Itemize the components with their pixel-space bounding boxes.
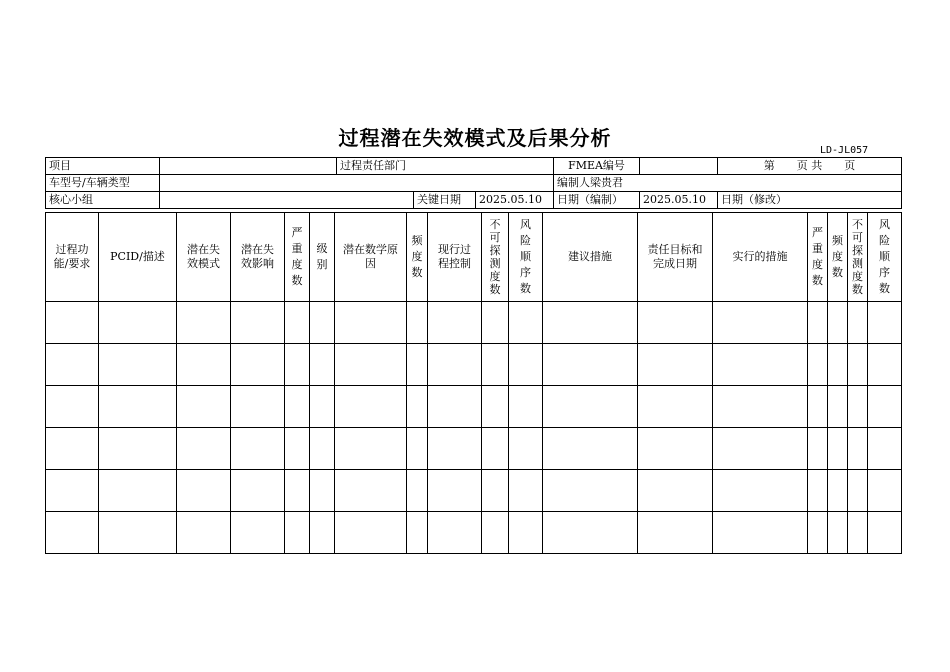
- fmea-number-value[interactable]: [640, 158, 718, 175]
- table-row: [46, 470, 902, 512]
- fmea-table: [45, 212, 902, 554]
- col-failure-mode: 潜在失效模式: [177, 213, 231, 302]
- header-table: [45, 157, 902, 209]
- project-value[interactable]: [160, 158, 337, 175]
- col-pcid: PCID/描述: [99, 213, 177, 302]
- col-occurrence: 频度数: [407, 213, 428, 302]
- process-dept-label: 过程责任部门: [337, 158, 554, 175]
- document-number: LD-JL057: [820, 145, 869, 156]
- col-cause: 潜在数学原因: [335, 213, 407, 302]
- key-date-value: 2025.05.10: [479, 193, 542, 206]
- date-revised-label: 日期（修改）: [718, 192, 902, 209]
- col-class: 级别: [310, 213, 335, 302]
- core-team-value[interactable]: [160, 192, 414, 209]
- col-rpn: 风险顺序数: [509, 213, 543, 302]
- col-responsibility: 责任目标和完成日期: [638, 213, 713, 302]
- col-current-control: 现行过程控制: [428, 213, 482, 302]
- vehicle-type-label: 车型号/车辆类型: [46, 175, 160, 192]
- table-row: [46, 428, 902, 470]
- key-date-cell: [414, 192, 554, 209]
- project-label: 项目: [46, 158, 160, 175]
- table-row: [46, 344, 902, 386]
- col-action-taken: 实行的措施: [713, 213, 808, 302]
- col-detection-after: 不可探测度数: [848, 213, 868, 302]
- col-failure-effect: 潜在失效影响: [231, 213, 285, 302]
- column-header-row: [46, 213, 902, 302]
- core-team-label: 核心小组: [46, 192, 160, 209]
- table-row: [46, 512, 902, 554]
- vehicle-type-value[interactable]: [160, 175, 554, 192]
- page-count: 第 页 共 页: [718, 158, 902, 175]
- col-detection: 不可探测度数: [482, 213, 509, 302]
- table-row: [46, 386, 902, 428]
- col-severity-after: 严重度数: [808, 213, 828, 302]
- col-rpn-after: 风险顺序数: [868, 213, 902, 302]
- date-compiled-value: 2025.05.10: [640, 192, 718, 209]
- date-compiled-label: 日期（编制）: [554, 192, 640, 209]
- page-title: 过程潜在失效模式及后果分析: [338, 126, 612, 150]
- col-process-function: 过程功能/要求: [46, 213, 99, 302]
- compiler-label: 编制人梁贵君: [554, 175, 902, 192]
- col-severity: 严重度数: [285, 213, 310, 302]
- table-row: [46, 302, 902, 344]
- fmea-number-label: FMEA编号: [554, 158, 640, 175]
- col-occurrence-after: 频度数: [828, 213, 848, 302]
- col-recommended-action: 建议措施: [543, 213, 638, 302]
- key-date-label: 关键日期: [414, 192, 476, 208]
